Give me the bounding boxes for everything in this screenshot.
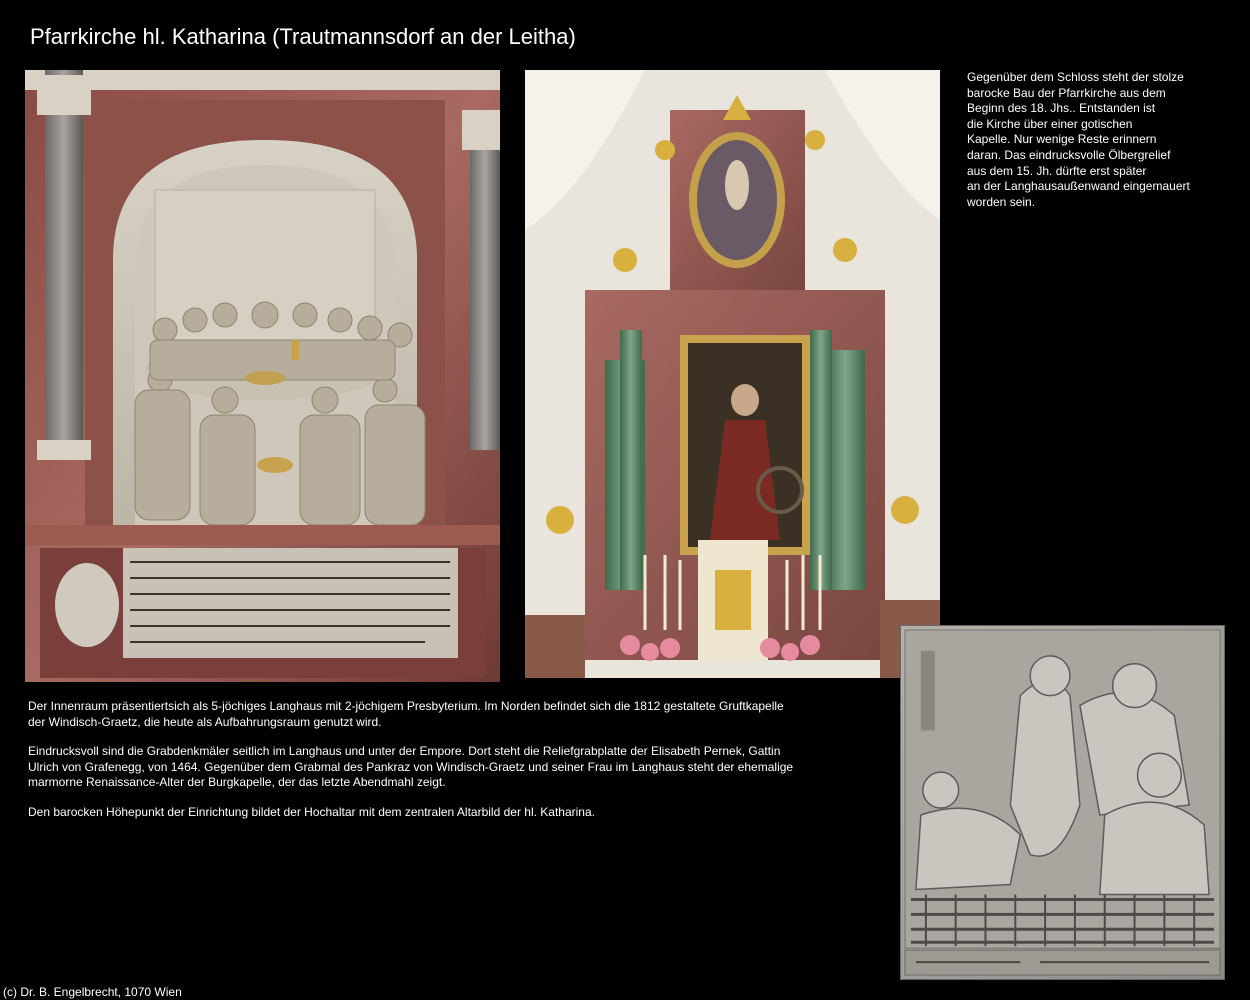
intro-text-line: an der Langhausaußenwand eingemauert	[967, 179, 1190, 194]
page-title: Pfarrkirche hl. Katharina (Trautmannsdorf an der Leitha)	[30, 24, 576, 49]
intro-text-line: Beginn des 18. Jhs.. Entstanden ist	[967, 101, 1156, 116]
copyright-notice: (c) Dr. B. Engelbrecht, 1070 Wien	[3, 985, 182, 999]
description-line: marmorne Renaissance-Alter der Burgkapelle, der das letzte Abendmahl zeigt.	[28, 775, 446, 789]
description-line: Eindrucksvoll sind die Grabdenkmäler seitlich im Langhaus und unter der Empore. Dort steht die Reliefgrabplatte der Elisabeth Pernek, Gattin	[28, 744, 781, 758]
description-line: Der Innenraum präsentiertsich als 5-jöchiges Langhaus mit 2-jöchigem Presbyterium. Im Norden befindet sich die 1812 gestaltete Gruftkapelle	[28, 699, 784, 713]
intro-text-block	[967, 70, 1202, 210]
description-text	[28, 699, 808, 834]
description-paragraph-altar	[28, 805, 808, 821]
description-line: Ulrich von Grafenegg, von 1464. Gegenüber dem Grabmal des Pankraz von Windisch-Graetz und seiner Frau im Langhaus steht der ehemalige	[28, 759, 794, 774]
high-altar-photo	[525, 70, 940, 678]
intro-text-line: die Kirche über einer gotischen	[967, 116, 1133, 131]
intro-text-line: barocke Bau der Pfarrkirche aus dem	[967, 85, 1166, 100]
description-line: der Windisch-Graetz, die heute als Aufbahrungsraum genutzt wird.	[28, 714, 382, 729]
description-paragraph-tombs	[28, 744, 808, 791]
intro-text-line: Kapelle. Nur wenige Reste erinnern	[967, 132, 1157, 147]
olberg-relief-photo	[900, 625, 1225, 980]
description-paragraph-interior	[28, 699, 808, 730]
intro-text-line: aus dem 15. Jh. dürfte erst später	[967, 163, 1147, 178]
intro-text-line: daran. Das eindrucksvolle Ölbergrelief	[967, 147, 1171, 162]
intro-text-line: Gegenüber dem Schloss steht der stolze	[967, 70, 1184, 84]
intro-text-line: worden sein.	[967, 194, 1036, 209]
last-supper-relief-photo	[25, 70, 500, 682]
description-line: Den barocken Höhepunkt der Einrichtung bildet der Hochaltar mit dem zentralen Altarbild der hl. Katharina.	[28, 804, 595, 819]
